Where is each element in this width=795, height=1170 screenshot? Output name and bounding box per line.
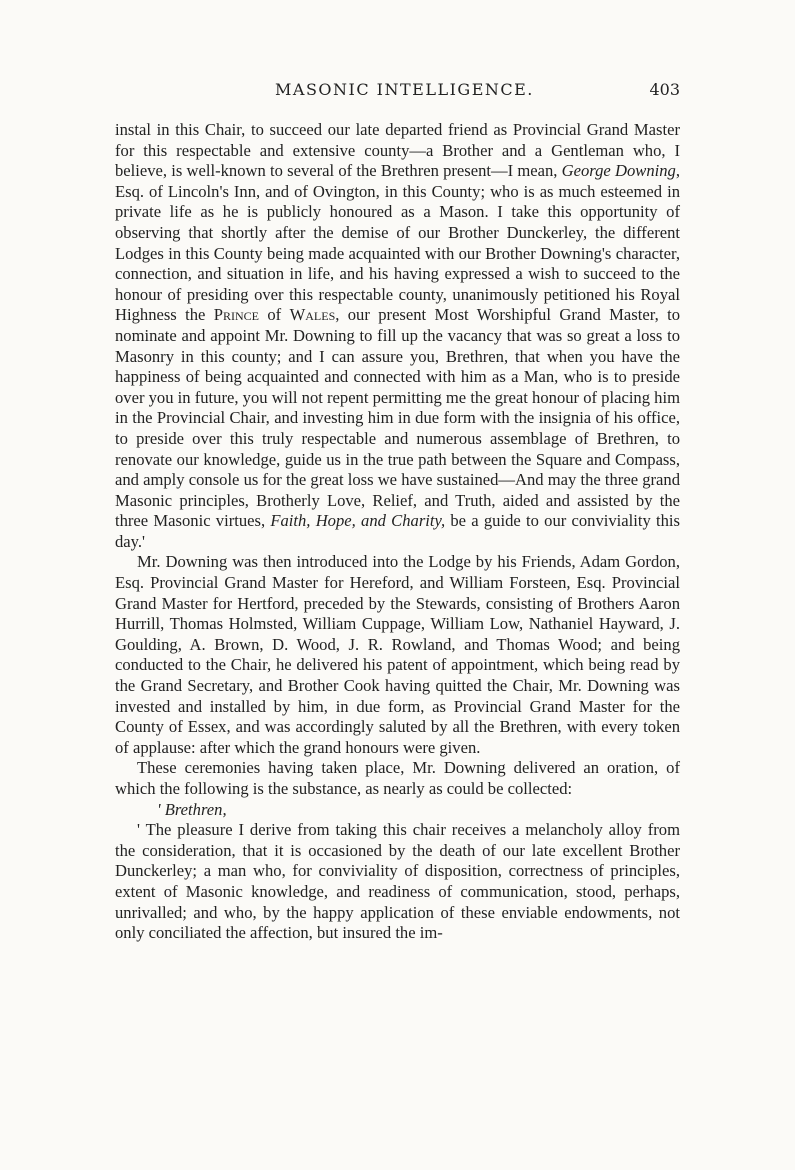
p1-prince: Prince <box>213 305 260 325</box>
paragraph-1 <box>115 120 680 552</box>
p1-text-1: instal in this Chair, to succeed our late departed friend as Provincial Grand Master for this respectable and extensive county—a Brother and a Gentleman who, I believe, is well-known to several of the Brethren present—I mean, <box>115 120 680 181</box>
paragraph-4: ' The pleasure I derive from taking this chair receives a melancholy alloy from the consideration, that it is occasioned by the death of our late excellent Brother Dunckerley; a man who, for conviviality of disposition, correctness of principles, extent of Masonic knowledge, and readiness of communication, stood, perhaps, unrivalled; and who, by the happy application of these enviable endowments, not only conciliated the affection, but insured the im- <box>115 820 680 943</box>
p1-virtues: Faith, Hope, and Charity, <box>270 511 446 531</box>
p1-text-4: , our present Most Worshipful Grand Master, to nominate and appoint Mr. Downing to fill up the vacancy that was so great a loss to Masonry in this county; and I can assure you, Brethren, that when you have the happiness of being acquainted and connected with him as a Man, who is to preside over you in future, you will not repent permitting me the great honour of placing him in the Provincial Chair, and investing him in due form with the insignia of his office, to preside over this truly respectable and numerous assemblage of Brethren, to renovate our knowledge, guide us in the true path between the Square and Compass, and amply console us for the great loss we have sustained—And may the three grand Masonic principles, Brotherly Love, Relief, and Truth, aided and assisted by the three Masonic virtues, <box>115 305 681 531</box>
p1-name: George Downing <box>561 161 676 181</box>
page-header <box>115 80 680 110</box>
p1-text-5: be a guide to our conviviality this day.' <box>115 511 680 551</box>
p1-text-2: , Esq. of Lincoln's Inn, and of Ovington, in this County; who is as much esteemed in private life as he is publicly honoured as a Mason. I take this opportunity of observing that shortly after the demise of our Brother Dunckerley, the different Lodges in this County being made acquainted with our Brother Downing's character, connection, and situation in life, and his having expressed a wish to succeed to the honour of presiding over this respectable county, unanimously petitioned his Royal Highness the <box>115 161 680 325</box>
paragraph-3: These ceremonies having taken place, Mr. Downing delivered an oration, of which the following is the substance, as nearly as could be collected: <box>115 758 680 798</box>
page-number: 403 <box>649 80 680 99</box>
salutation: ' Brethren, <box>157 799 227 819</box>
running-title: MASONIC INTELLIGENCE. <box>275 80 534 99</box>
paragraph-2: Mr. Downing was then introduced into the Lodge by his Friends, Adam Gordon, Esq. Provincial Grand Master for Hereford, and William Forsteen, Esq. Provincial Grand Master for Hertford, preceded by the Stewards, consisting of Brothers Aaron Hurrill, Thomas Holmsted, William Cuppage, William Low, Nathaniel Hayward, J. Goulding, A. Brown, D. Wood, J. R. Rowland, and Thomas Wood; and being conducted to the Chair, he delivered his patent of appointment, which being read by the Grand Secretary, and Brother Cook having quitted the Chair, Mr. Downing was invested and installed by him, in due form, as Provincial Grand Master for the County of Essex, and was accordingly saluted by all the Brethren, with every token of applause: after which the grand honours were given. <box>115 552 680 757</box>
p1-wales: Wales <box>289 305 336 325</box>
p1-text-3: of <box>259 305 290 325</box>
body-text <box>115 120 680 944</box>
